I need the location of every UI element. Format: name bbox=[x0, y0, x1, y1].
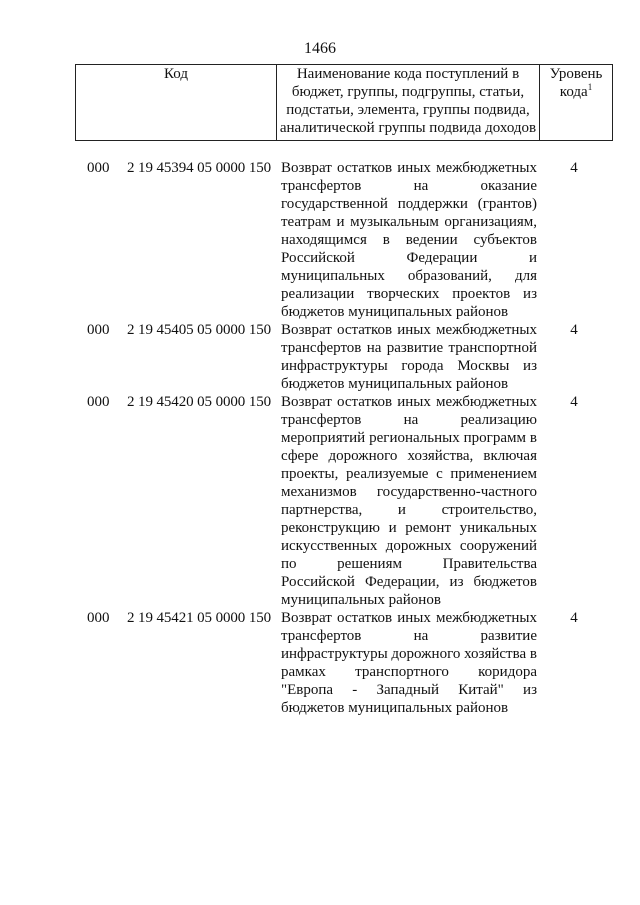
row-level: 4 bbox=[570, 322, 578, 338]
page-number: 1466 bbox=[304, 40, 336, 57]
admin-code: 000 bbox=[87, 610, 110, 626]
row-description: Возврат остатков иных межбюджетных трансфертов на оказание государственной поддержки (грантов) театрам и музыкальным организациям, находящимся в ведении субъектов Российской Федерации и муниципальных образований, для реализации творческих проектов из бюджетов муниципальных районов bbox=[281, 160, 537, 320]
row-description: Возврат остатков иных межбюджетных трансфертов на реализацию мероприятий региональных программ в сфере дорожного хозяйства, включая проекты, реализуемые с применением механизмов государственно-частного партнерства, и строительство, реконструкцию и ремонт уникальных искусственных дорожных сооружений по решениям Правительства Российской Федерации, из бюджетов муниципальных районов bbox=[281, 394, 537, 608]
row-level: 4 bbox=[570, 610, 578, 626]
row-description: Возврат остатков иных межбюджетных трансфертов на развитие инфраструктуры дорожного хозяйства в рамках транспортного коридора "Европа - Западный Китай" из бюджетов муниципальных районов bbox=[281, 610, 537, 716]
header-code-cell bbox=[76, 65, 277, 140]
admin-code: 000 bbox=[87, 322, 110, 338]
budget-code: 2 19 45421 05 0000 150 bbox=[127, 610, 272, 626]
table-row bbox=[0, 609, 640, 717]
table-body bbox=[0, 159, 640, 717]
budget-code: 2 19 45394 05 0000 150 bbox=[127, 160, 272, 176]
row-level: 4 bbox=[570, 394, 578, 410]
admin-code: 000 bbox=[87, 394, 110, 410]
header-name-cell bbox=[277, 65, 540, 140]
row-description: Возврат остатков иных межбюджетных трансфертов на развитие транспортной инфраструктуры города Москвы из бюджетов муниципальных районов bbox=[281, 322, 537, 392]
table-header bbox=[75, 64, 613, 141]
admin-code: 000 bbox=[87, 160, 110, 176]
header-code-label: Код bbox=[164, 66, 188, 82]
header-name-label: Наименование кода поступлений в бюджет, группы, подгруппы, статьи, подстатьи, элемента, группы подвида, аналитической группы подвида доходов bbox=[279, 66, 537, 136]
table-row bbox=[0, 393, 640, 609]
header-level-footnote: 1 bbox=[587, 82, 593, 92]
budget-code: 2 19 45420 05 0000 150 bbox=[127, 394, 272, 410]
header-level-cell bbox=[540, 65, 612, 140]
table-row bbox=[0, 159, 640, 321]
table-row bbox=[0, 321, 640, 393]
header-level-label: Уровень кода bbox=[549, 66, 603, 100]
row-level: 4 bbox=[570, 160, 578, 176]
budget-code: 2 19 45405 05 0000 150 bbox=[127, 322, 272, 338]
